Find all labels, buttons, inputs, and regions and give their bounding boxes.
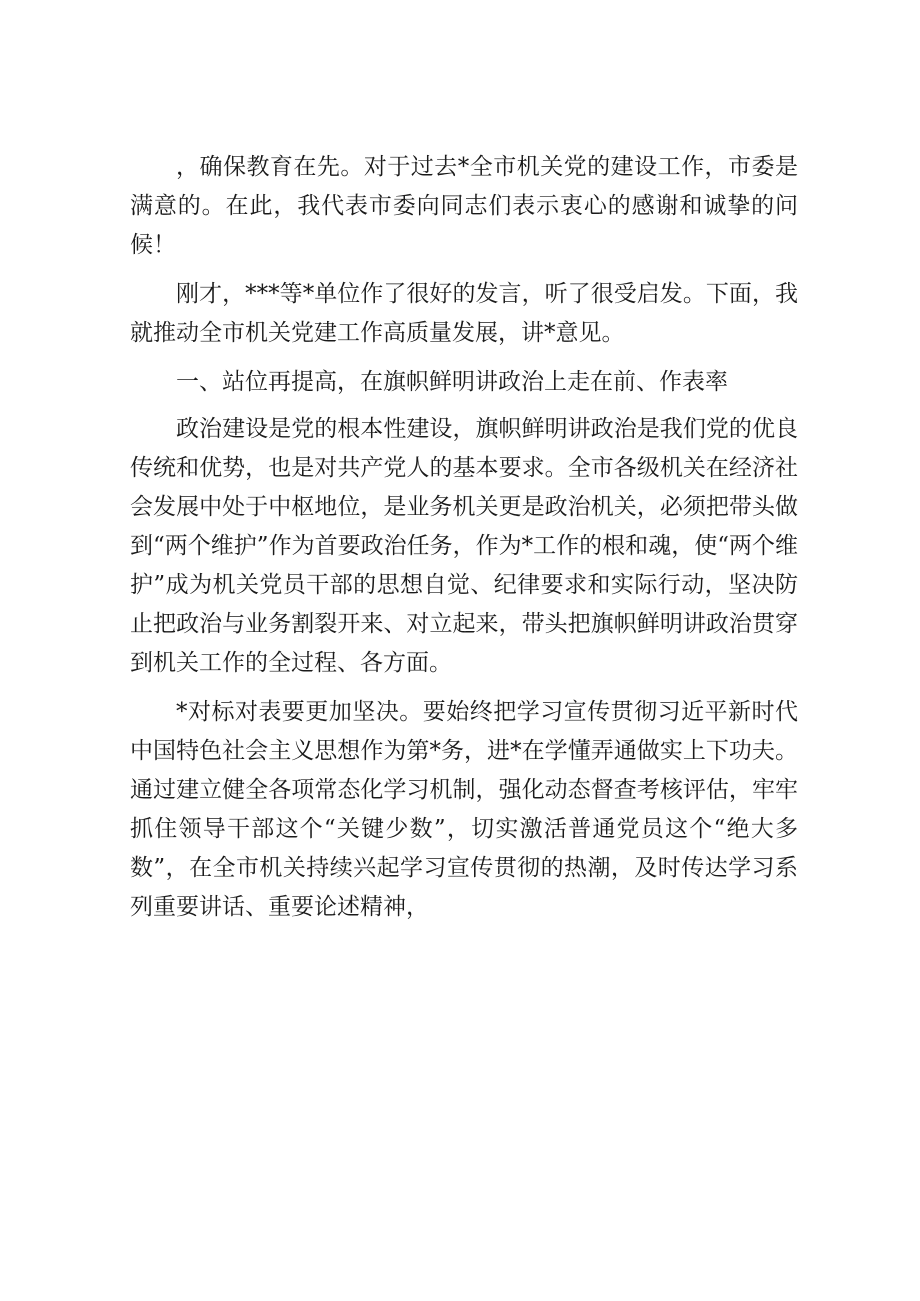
paragraph-1: ，确保教育在先。对于过去*全市机关党的建设工作，市委是满意的。在此，我代表市委向同志们表示衷心的感谢和诚挚的问候！: [130, 154, 798, 258]
paragraph-2: 刚才，***等*单位作了很好的发言，听了很受启发。下面，我就推动全市机关党建工作高质量发展，讲*意见。: [130, 281, 798, 346]
paragraph-3: 政治建设是党的根本性建设，旗帜鲜明讲政治是我们党的优良传统和优势，也是对共产党人的基本要求。全市各级机关在经济社会发展中处于中枢地位，是业务机关更是政治机关，必须把带头做到“两个维护”作为首要政治任务，作为*工作的根和魂，使“两个维护”成为机关党员干部的思想自觉、纪律要求和实际行动，坚决防止把政治与业务割裂开来、对立起来，带头把旗帜鲜明讲政治贯穿到机关工作的全过程、各方面。: [130, 416, 798, 676]
paragraph-4: *对标对表要更加坚决。要始终把学习宣传贯彻习近平新时代中国特色社会主义思想作为第*务，进*在学懂弄通做实上下功夫。通过建立健全各项常态化学习机制，强化动态督查考核评估，牢牢抓住领导干部这个“关键少数”，切实激活普通党员这个“绝大多数”，在全市机关持续兴起学习宣传贯彻的热潮，及时传达学习系列重要讲话、重要论述精神，: [130, 699, 798, 920]
section-heading-1: 一、站位再提高，在旗帜鲜明讲政治上走在前、作表率: [176, 369, 728, 395]
document-body: [130, 148, 798, 937]
